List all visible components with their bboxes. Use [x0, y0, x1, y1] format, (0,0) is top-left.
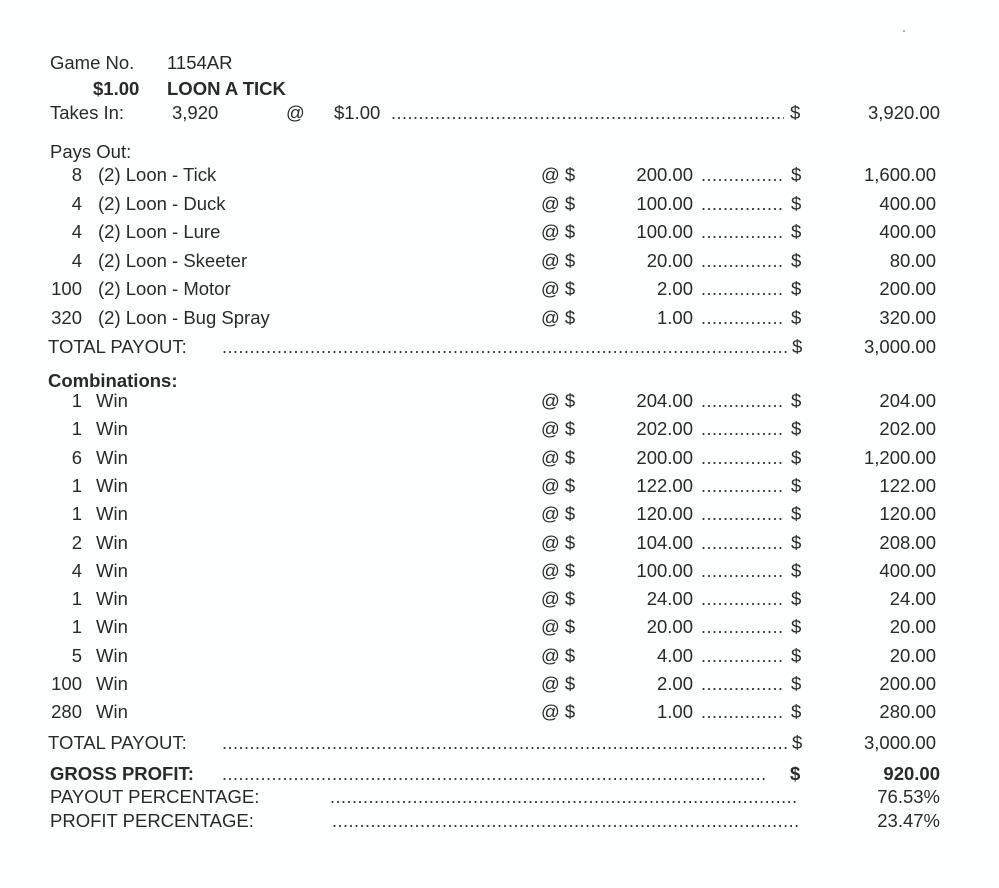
- each-value: 104.00: [636, 531, 693, 553]
- at-dollar: @ $: [541, 531, 576, 553]
- pays-out-total-value: 3,000.00: [863, 336, 936, 357]
- amount-dollar: $: [791, 474, 802, 496]
- qty: 1: [71, 588, 82, 610]
- dot-leader: [701, 503, 785, 525]
- description: Win: [96, 418, 128, 440]
- pays-out-total-label: TOTAL PAYOUT:: [48, 336, 187, 357]
- description: Win: [96, 673, 128, 694]
- qty: 1: [71, 474, 82, 496]
- pays-out-total-dollar: $: [792, 336, 803, 357]
- combinations-total-label: TOTAL PAYOUT:: [48, 732, 187, 753]
- at-dollar: @ $: [541, 644, 576, 666]
- amount-value: 120.00: [879, 503, 936, 525]
- table-row: [0, 307, 999, 329]
- description: (2) Loon - Motor: [98, 278, 231, 299]
- dot-leader: [701, 475, 785, 497]
- dot-leader: [222, 732, 790, 754]
- description: (2) Loon - Skeeter: [98, 249, 248, 271]
- description: (2) Loon - Lure: [98, 221, 221, 242]
- dot-leader: [701, 616, 785, 638]
- table-row: [0, 475, 999, 497]
- amount-value: 202.00: [879, 418, 936, 440]
- description: Win: [96, 644, 128, 666]
- takes-in-dollar: $: [790, 102, 801, 123]
- amount-value: 400.00: [879, 559, 936, 581]
- amount-value: 24.00: [889, 588, 936, 610]
- dot-leader: [701, 250, 785, 272]
- description: Win: [96, 701, 128, 723]
- dot-leader: [701, 588, 785, 610]
- dot-leader: [701, 673, 785, 695]
- amount-value: 1,600.00: [863, 164, 936, 185]
- at-dollar: @ $: [541, 306, 576, 328]
- at-dollar: @ $: [541, 221, 576, 242]
- amount-dollar: $: [791, 644, 802, 666]
- each-value: 200.00: [636, 446, 693, 468]
- payout-percentage-row: [0, 786, 999, 808]
- combinations-total-dollar: $: [792, 732, 803, 753]
- amount-dollar: $: [791, 390, 802, 411]
- each-value: 122.00: [636, 474, 693, 496]
- qty: 1: [71, 418, 82, 440]
- dot-leader: [701, 645, 785, 667]
- each-value: 100.00: [636, 221, 693, 242]
- table-row: [0, 616, 999, 638]
- gross-profit-dollar: $: [790, 763, 801, 784]
- amount-dollar: $: [791, 306, 802, 328]
- qty: 5: [71, 644, 82, 666]
- description: (2) Loon - Bug Spray: [98, 306, 270, 328]
- amount-value: 204.00: [879, 390, 936, 411]
- each-value: 200.00: [636, 164, 693, 185]
- description: Win: [96, 531, 128, 553]
- each-value: 100.00: [636, 559, 693, 581]
- table-row: [0, 447, 999, 469]
- at-dollar: @ $: [541, 474, 576, 496]
- at-dollar: @ $: [541, 249, 576, 271]
- table-row: [0, 560, 999, 582]
- at-dollar: @ $: [541, 446, 576, 468]
- amount-dollar: $: [791, 164, 802, 185]
- amount-value: 122.00: [879, 474, 936, 496]
- table-row: [0, 503, 999, 525]
- each-value: 2.00: [656, 278, 693, 299]
- table-row: [0, 588, 999, 610]
- dot-leader: [701, 193, 785, 215]
- description: (2) Loon - Tick: [98, 164, 217, 185]
- qty: 1: [71, 503, 82, 525]
- amount-dollar: $: [791, 616, 802, 638]
- table-row: [0, 278, 999, 300]
- amount-dollar: $: [791, 559, 802, 581]
- each-value: 24.00: [646, 588, 693, 610]
- description: Win: [96, 616, 128, 638]
- amount-dollar: $: [791, 249, 802, 271]
- pays-out-total-row: [0, 336, 999, 358]
- at-dollar: @ $: [541, 559, 576, 581]
- each-value: 20.00: [646, 616, 693, 638]
- amount-value: 400.00: [879, 192, 936, 214]
- qty: 2: [71, 531, 82, 553]
- takes-in-total: 3,920.00: [867, 102, 940, 123]
- dot-leader: [701, 560, 785, 582]
- amount-dollar: $: [791, 278, 802, 299]
- description: Win: [96, 503, 128, 525]
- amount-dollar: $: [791, 701, 802, 723]
- dot-leader: [391, 102, 784, 124]
- gross-profit-row: [0, 763, 999, 785]
- description: Win: [96, 474, 128, 496]
- amount-value: 20.00: [889, 644, 936, 666]
- amount-value: 1,200.00: [863, 446, 936, 468]
- qty: 8: [71, 164, 82, 185]
- at-dollar: @ $: [541, 588, 576, 610]
- each-value: 100.00: [636, 192, 693, 214]
- table-row: [0, 645, 999, 667]
- profit-percentage-value: 23.47%: [877, 810, 940, 831]
- takes-in-label: Takes In:: [50, 102, 125, 123]
- gross-profit-value: 920.00: [883, 763, 940, 784]
- at-dollar: @ $: [541, 701, 576, 723]
- each-value: 2.00: [656, 673, 693, 694]
- profit-percentage-label: PROFIT PERCENTAGE:: [50, 810, 254, 831]
- amount-value: 280.00: [879, 701, 936, 723]
- qty: 6: [71, 446, 82, 468]
- amount-value: 80.00: [889, 249, 936, 271]
- takes-in-row: [0, 102, 999, 124]
- amount-value: 200.00: [879, 278, 936, 299]
- qty: 1: [71, 390, 82, 411]
- table-row: [0, 250, 999, 272]
- qty: 280: [51, 701, 82, 723]
- each-value: 202.00: [636, 418, 693, 440]
- table-row: [0, 390, 999, 412]
- payout-percentage-label: PAYOUT PERCENTAGE:: [50, 786, 260, 807]
- qty: 4: [71, 559, 82, 581]
- at-dollar: @ $: [541, 616, 576, 638]
- dot-leader: [330, 786, 798, 808]
- dot-leader: [332, 810, 800, 832]
- qty: 4: [71, 221, 82, 242]
- profit-percentage-row: [0, 810, 999, 832]
- each-value: 4.00: [656, 644, 693, 666]
- amount-dollar: $: [791, 503, 802, 525]
- description: Win: [96, 446, 128, 468]
- each-value: 1.00: [656, 701, 693, 723]
- at-dollar: @ $: [541, 503, 576, 525]
- qty: 4: [71, 249, 82, 271]
- at-dollar: @ $: [541, 418, 576, 440]
- dot-leader: [701, 278, 785, 300]
- combinations-total-row: [0, 732, 999, 754]
- at-dollar: @ $: [541, 192, 576, 214]
- description: (2) Loon - Duck: [98, 192, 226, 214]
- pays-out-label: Pays Out:: [50, 141, 132, 162]
- each-value: 1.00: [656, 306, 693, 328]
- table-row: [0, 193, 999, 215]
- game-name: LOON A TICK: [167, 78, 286, 99]
- qty: 100: [51, 673, 82, 694]
- table-row: [0, 164, 999, 186]
- description: Win: [96, 588, 128, 610]
- amount-value: 200.00: [879, 673, 936, 694]
- each-value: 120.00: [636, 503, 693, 525]
- takes-in-count: 3,920: [172, 102, 219, 123]
- dot-leader: [701, 418, 785, 440]
- amount-dollar: $: [791, 588, 802, 610]
- takes-in-price: $1.00: [334, 102, 381, 123]
- amount-value: 320.00: [879, 306, 936, 328]
- dot-leader: [701, 307, 785, 329]
- dot-leader: [701, 221, 785, 243]
- amount-dollar: $: [791, 673, 802, 694]
- amount-dollar: $: [791, 418, 802, 440]
- payout-percentage-value: 76.53%: [877, 786, 940, 807]
- qty: 100: [51, 278, 82, 299]
- at-dollar: @ $: [541, 390, 576, 411]
- description: Win: [96, 390, 128, 411]
- dot-leader: [701, 164, 785, 186]
- table-row: [0, 701, 999, 723]
- amount-value: 400.00: [879, 221, 936, 242]
- dot-leader: [701, 390, 785, 412]
- at-dollar: @ $: [541, 278, 576, 299]
- amount-value: 20.00: [889, 616, 936, 638]
- game-price: $1.00: [93, 78, 140, 99]
- dot-leader: [701, 447, 785, 469]
- amount-value: 208.00: [879, 531, 936, 553]
- scan-speck: [903, 30, 905, 32]
- amount-dollar: $: [791, 221, 802, 242]
- at-dollar: @ $: [541, 673, 576, 694]
- qty: 1: [71, 616, 82, 638]
- dot-leader: [222, 336, 790, 358]
- each-value: 204.00: [636, 390, 693, 411]
- table-row: [0, 418, 999, 440]
- combinations-total-value: 3,000.00: [863, 732, 936, 753]
- amount-dollar: $: [791, 192, 802, 214]
- table-row: [0, 532, 999, 554]
- amount-dollar: $: [791, 446, 802, 468]
- qty: 4: [71, 192, 82, 214]
- dot-leader: [701, 701, 785, 723]
- table-row: [0, 673, 999, 695]
- table-row: [0, 221, 999, 243]
- game-no-value: 1154AR: [167, 52, 233, 73]
- each-value: 20.00: [646, 249, 693, 271]
- at-dollar: @ $: [541, 164, 576, 185]
- dot-leader: [701, 532, 785, 554]
- combinations-label: Combinations:: [48, 370, 178, 391]
- game-no-label: Game No.: [50, 52, 135, 73]
- description: Win: [96, 559, 128, 581]
- dot-leader: [222, 763, 767, 785]
- qty: 320: [51, 306, 82, 328]
- amount-dollar: $: [791, 531, 802, 553]
- gross-profit-label: GROSS PROFIT:: [50, 763, 194, 784]
- takes-in-at: @: [286, 102, 305, 123]
